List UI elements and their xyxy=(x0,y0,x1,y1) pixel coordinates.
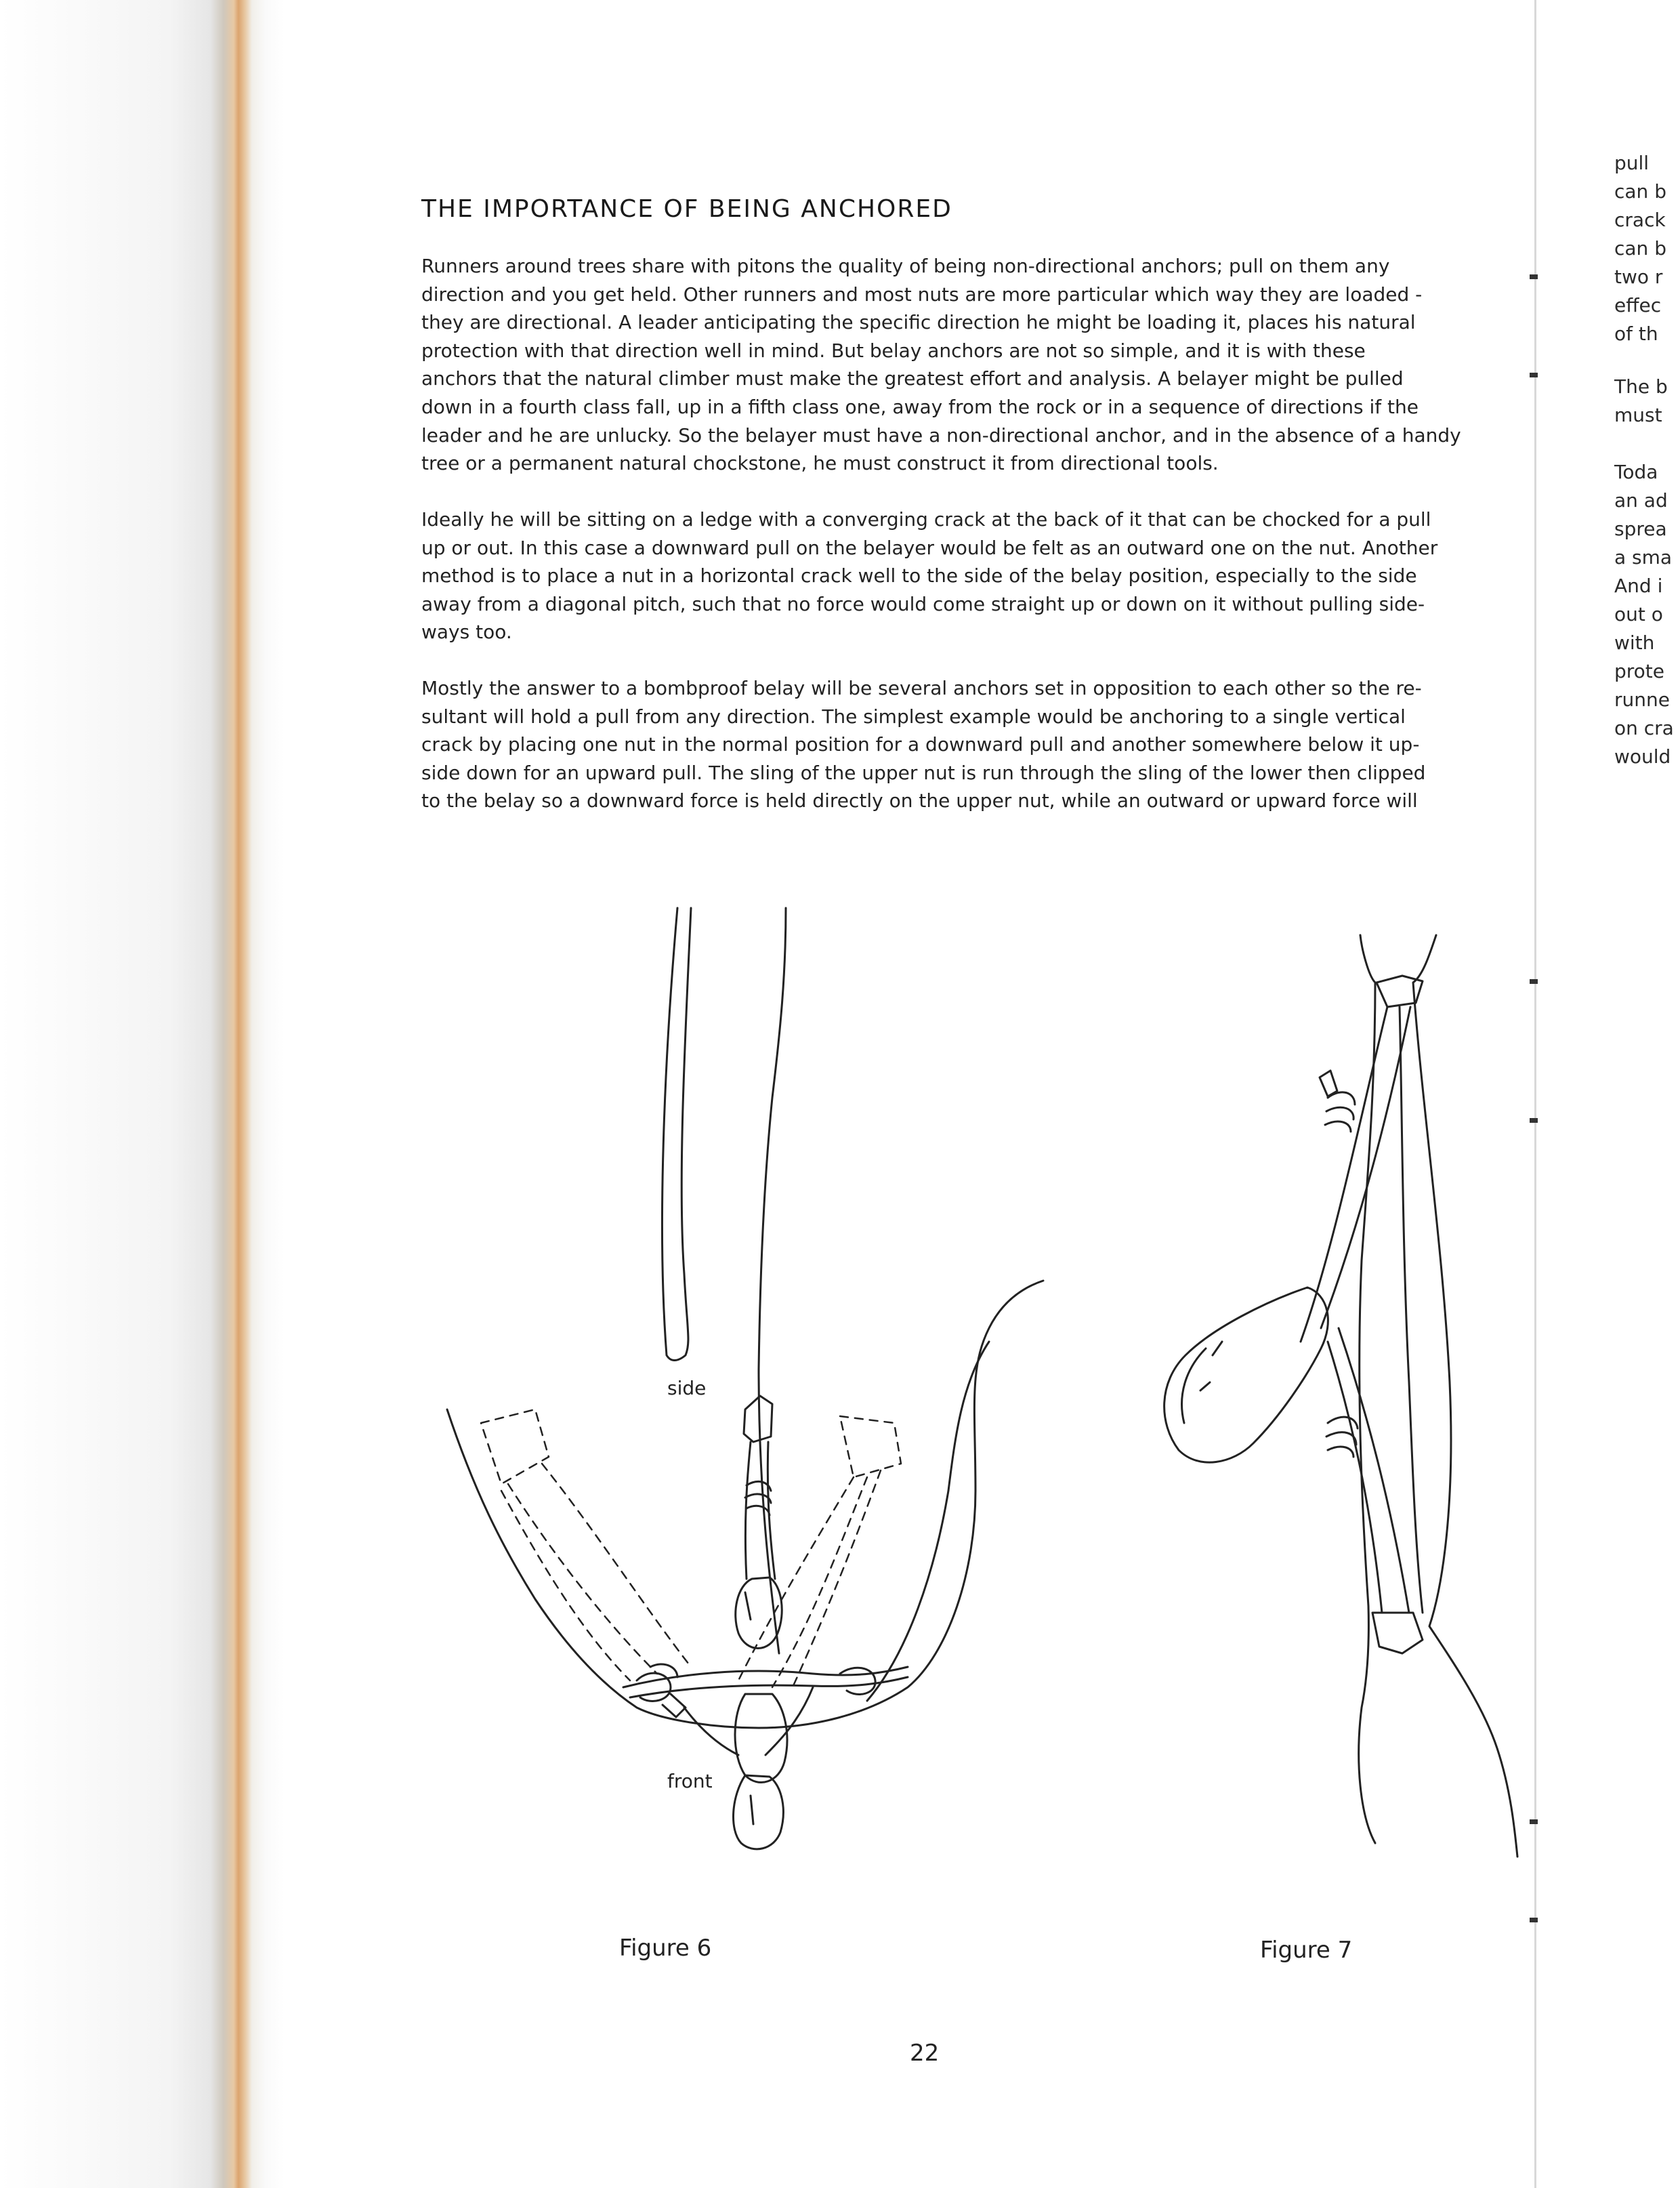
facing-page-line: can b xyxy=(1614,237,1666,260)
hidden-sling-left-3 xyxy=(501,1491,630,1680)
sling-lower-right xyxy=(1339,1328,1409,1613)
paragraph-line: method is to place a nut in a horizontal crack well to the side of the belay position, especially to the side xyxy=(421,564,1417,587)
paragraph-line: up or out. In this case a downward pull on the belayer would be felt as an outward one on the nut. Another xyxy=(421,536,1438,559)
paragraph-line: leader and he are unlucky. So the belayer must have a non-directional anchor, and in the absence of a handy xyxy=(421,424,1461,447)
facing-page-line: effec xyxy=(1614,294,1662,316)
carabiner-front-lower xyxy=(734,1775,784,1849)
facing-page-line: The b xyxy=(1614,375,1668,398)
facing-page-line: of th xyxy=(1614,323,1658,345)
figure-7-caption: Figure 7 xyxy=(1260,1937,1353,1964)
facing-page-line: Toda xyxy=(1614,461,1658,483)
facing-page-line: pull xyxy=(1614,152,1650,174)
sling-stub-upper xyxy=(1320,1071,1337,1096)
facing-page-line: out o xyxy=(1614,603,1663,625)
facing-page-line: with xyxy=(1614,632,1655,654)
knot-lower xyxy=(1326,1417,1358,1457)
nut-lower xyxy=(1372,1613,1423,1653)
paragraph-line: direction and you get held. Other runners and most nuts are more particular which way they are loaded - xyxy=(421,283,1423,306)
facing-page-line: would xyxy=(1614,745,1671,768)
hidden-sling-left-2 xyxy=(542,1464,691,1667)
carabiner-front-upper xyxy=(735,1694,787,1782)
facing-page-line: can b xyxy=(1614,180,1666,203)
knot-front-right xyxy=(840,1668,875,1694)
hidden-nut-left xyxy=(481,1409,549,1484)
figure-6-label-front: front xyxy=(667,1770,713,1792)
paragraph-line: tree or a permanent natural chockstone, he must construct it from directional tools. xyxy=(421,452,1219,475)
facing-page-line: prote xyxy=(1614,660,1665,682)
facing-page-line: a sma xyxy=(1614,546,1673,569)
paragraph-line: Mostly the answer to a bombproof belay will be several anchors set in opposition to each other so the re- xyxy=(421,677,1422,699)
binding-mark xyxy=(1530,1819,1538,1824)
rock-crack-side xyxy=(759,908,786,1653)
paragraph-line: anchors that the natural climber must make the greatest effort and analysis. A belayer might be pulled xyxy=(421,367,1404,390)
sling-side-left xyxy=(745,1442,751,1579)
binding-mark xyxy=(1530,1918,1538,1922)
figure-6-illustration xyxy=(434,894,1097,1857)
paragraph-line: crack by placing one nut in the normal position for a downward pull and another somewhere below it up- xyxy=(421,733,1420,756)
binding-mark xyxy=(1530,373,1538,377)
crack-wall-right xyxy=(1413,935,1517,1857)
rock-slab-side xyxy=(662,908,691,1361)
facing-page-line: And i xyxy=(1614,575,1663,597)
paragraph-2 xyxy=(421,505,1498,646)
figure-6-caption: Figure 6 xyxy=(619,1935,712,1962)
paragraph-1 xyxy=(421,252,1498,478)
sling-upper-inner xyxy=(1400,1007,1423,1613)
figure-7-illustration xyxy=(1104,908,1524,1884)
paragraph-line: Runners around trees share with pitons the quality of being non-directional anchors; pull on them any xyxy=(421,255,1390,277)
facing-page-line: on cra xyxy=(1614,717,1674,739)
book-spine xyxy=(0,0,285,2188)
facing-page-line: an ad xyxy=(1614,489,1668,512)
binding-mark xyxy=(1530,274,1538,279)
facing-page-line: must xyxy=(1614,404,1662,426)
paragraph-line: side down for an upward pull. The sling of the upper nut is run through the sling of the lower then clipped xyxy=(421,761,1426,784)
paragraph-line: ways too. xyxy=(421,621,512,644)
hidden-sling-right-2 xyxy=(793,1470,881,1687)
figure-6-label-side: side xyxy=(667,1377,707,1399)
paragraph-line: protection with that direction well in mind. But belay anchors are not so simple, and it is with these xyxy=(421,339,1366,362)
knot-upper xyxy=(1325,1092,1355,1132)
hidden-nut-right xyxy=(840,1416,901,1477)
facing-page xyxy=(1534,0,1680,2188)
page-number: 22 xyxy=(910,2040,940,2067)
paragraph-line: Ideally he will be sitting on a ledge with a converging crack at the back of it that can be chocked for a pull xyxy=(421,508,1431,531)
rock-lip-front xyxy=(867,1342,989,1701)
binding-mark xyxy=(1530,1118,1538,1123)
facing-page-line: sprea xyxy=(1614,518,1667,540)
paragraph-line: sultant will hold a pull from any direction. The simplest example would be anchoring to a single vertical xyxy=(421,705,1406,728)
facing-page-line: crack xyxy=(1614,209,1666,231)
paragraph-line: to the belay so a downward force is held directly on the upper nut, while an outward or upward force will xyxy=(421,789,1418,812)
hidden-sling-left-1 xyxy=(508,1484,657,1674)
paragraph-line: down in a fourth class fall, up in a fifth class one, away from the rock or in a sequence of directions if the xyxy=(421,395,1419,418)
sling-upper-right xyxy=(1321,1007,1410,1328)
paragraph-line: away from a diagonal pitch, such that no force would come straight up or down on it without pulling side- xyxy=(421,592,1425,615)
sling-triangle xyxy=(684,1687,813,1755)
paragraph-line: they are directional. A leader anticipating the specific direction he might be loading it, places his natural xyxy=(421,311,1416,334)
paragraph-3 xyxy=(421,674,1498,815)
facing-page-line: runne xyxy=(1614,688,1670,711)
facing-page-line: two r xyxy=(1614,266,1663,288)
hidden-sling-right-3 xyxy=(772,1477,867,1687)
binding-mark xyxy=(1530,979,1538,984)
page-title: THE IMPORTANCE OF BEING ANCHORED xyxy=(421,195,952,223)
